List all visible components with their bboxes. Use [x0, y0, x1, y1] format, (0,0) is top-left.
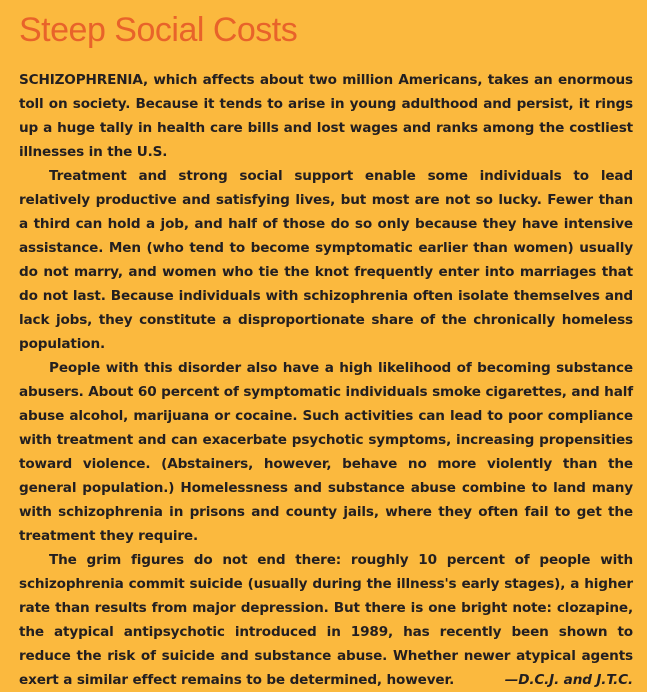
paragraph-4 — [19, 548, 633, 692]
article-body — [19, 68, 633, 692]
paragraph-2: Treatment and strong social support enable some individuals to lead relatively productive and satisfying lives, but most are not so lucky. Fewer than a third can hold a job, and half of those do so only because they have intensive assistance. Men (who tend to become symptomatic earlier than women) usually do not marry, and women who tie the knot frequently enter into marriages that do not last. Because individuals with schizophrenia often isolate themselves and lack jobs, they constitute a disproportionate share of the chronically homeless population. — [19, 168, 633, 352]
author-signature: —D.C.J. and J.T.C. — [504, 672, 633, 688]
article-title: Steep Social Costs — [19, 11, 298, 49]
paragraph-1: SCHIZOPHRENIA, which affects about two million Americans, takes an enormous toll on society. Because it tends to arise in young adulthood and persist, it rings up a huge tally in health care bills and lost wages and ranks among the costliest illnesses in the U.S. — [19, 72, 633, 160]
paragraph-4-text: The grim figures do not end there: roughly 10 percent of people with schizophrenia commit suicide (usually during the illness's early stages), a higher rate than results from major depression. But there is one bright note: clozapine, the atypical antipsychotic introduced in 1989, has recently been shown to reduce the risk of suicide and substance abuse. Whether newer atypical agents exert a similar effect remains to be determined, however. — [19, 552, 633, 688]
paragraph-3: People with this disorder also have a high likelihood of becoming substance abusers. About 60 percent of symptomatic individuals smoke cigarettes, and half abuse alcohol, marijuana or cocaine. Such activities can lead to poor compliance with treatment and can exacerbate psychotic symptoms, increasing propensities toward violence. (Abstainers, however, behave no more violently than the general population.) Homelessness and substance abuse combine to land many with schizophrenia in prisons and county jails, where they often fail to get the treatment they require. — [19, 360, 633, 544]
